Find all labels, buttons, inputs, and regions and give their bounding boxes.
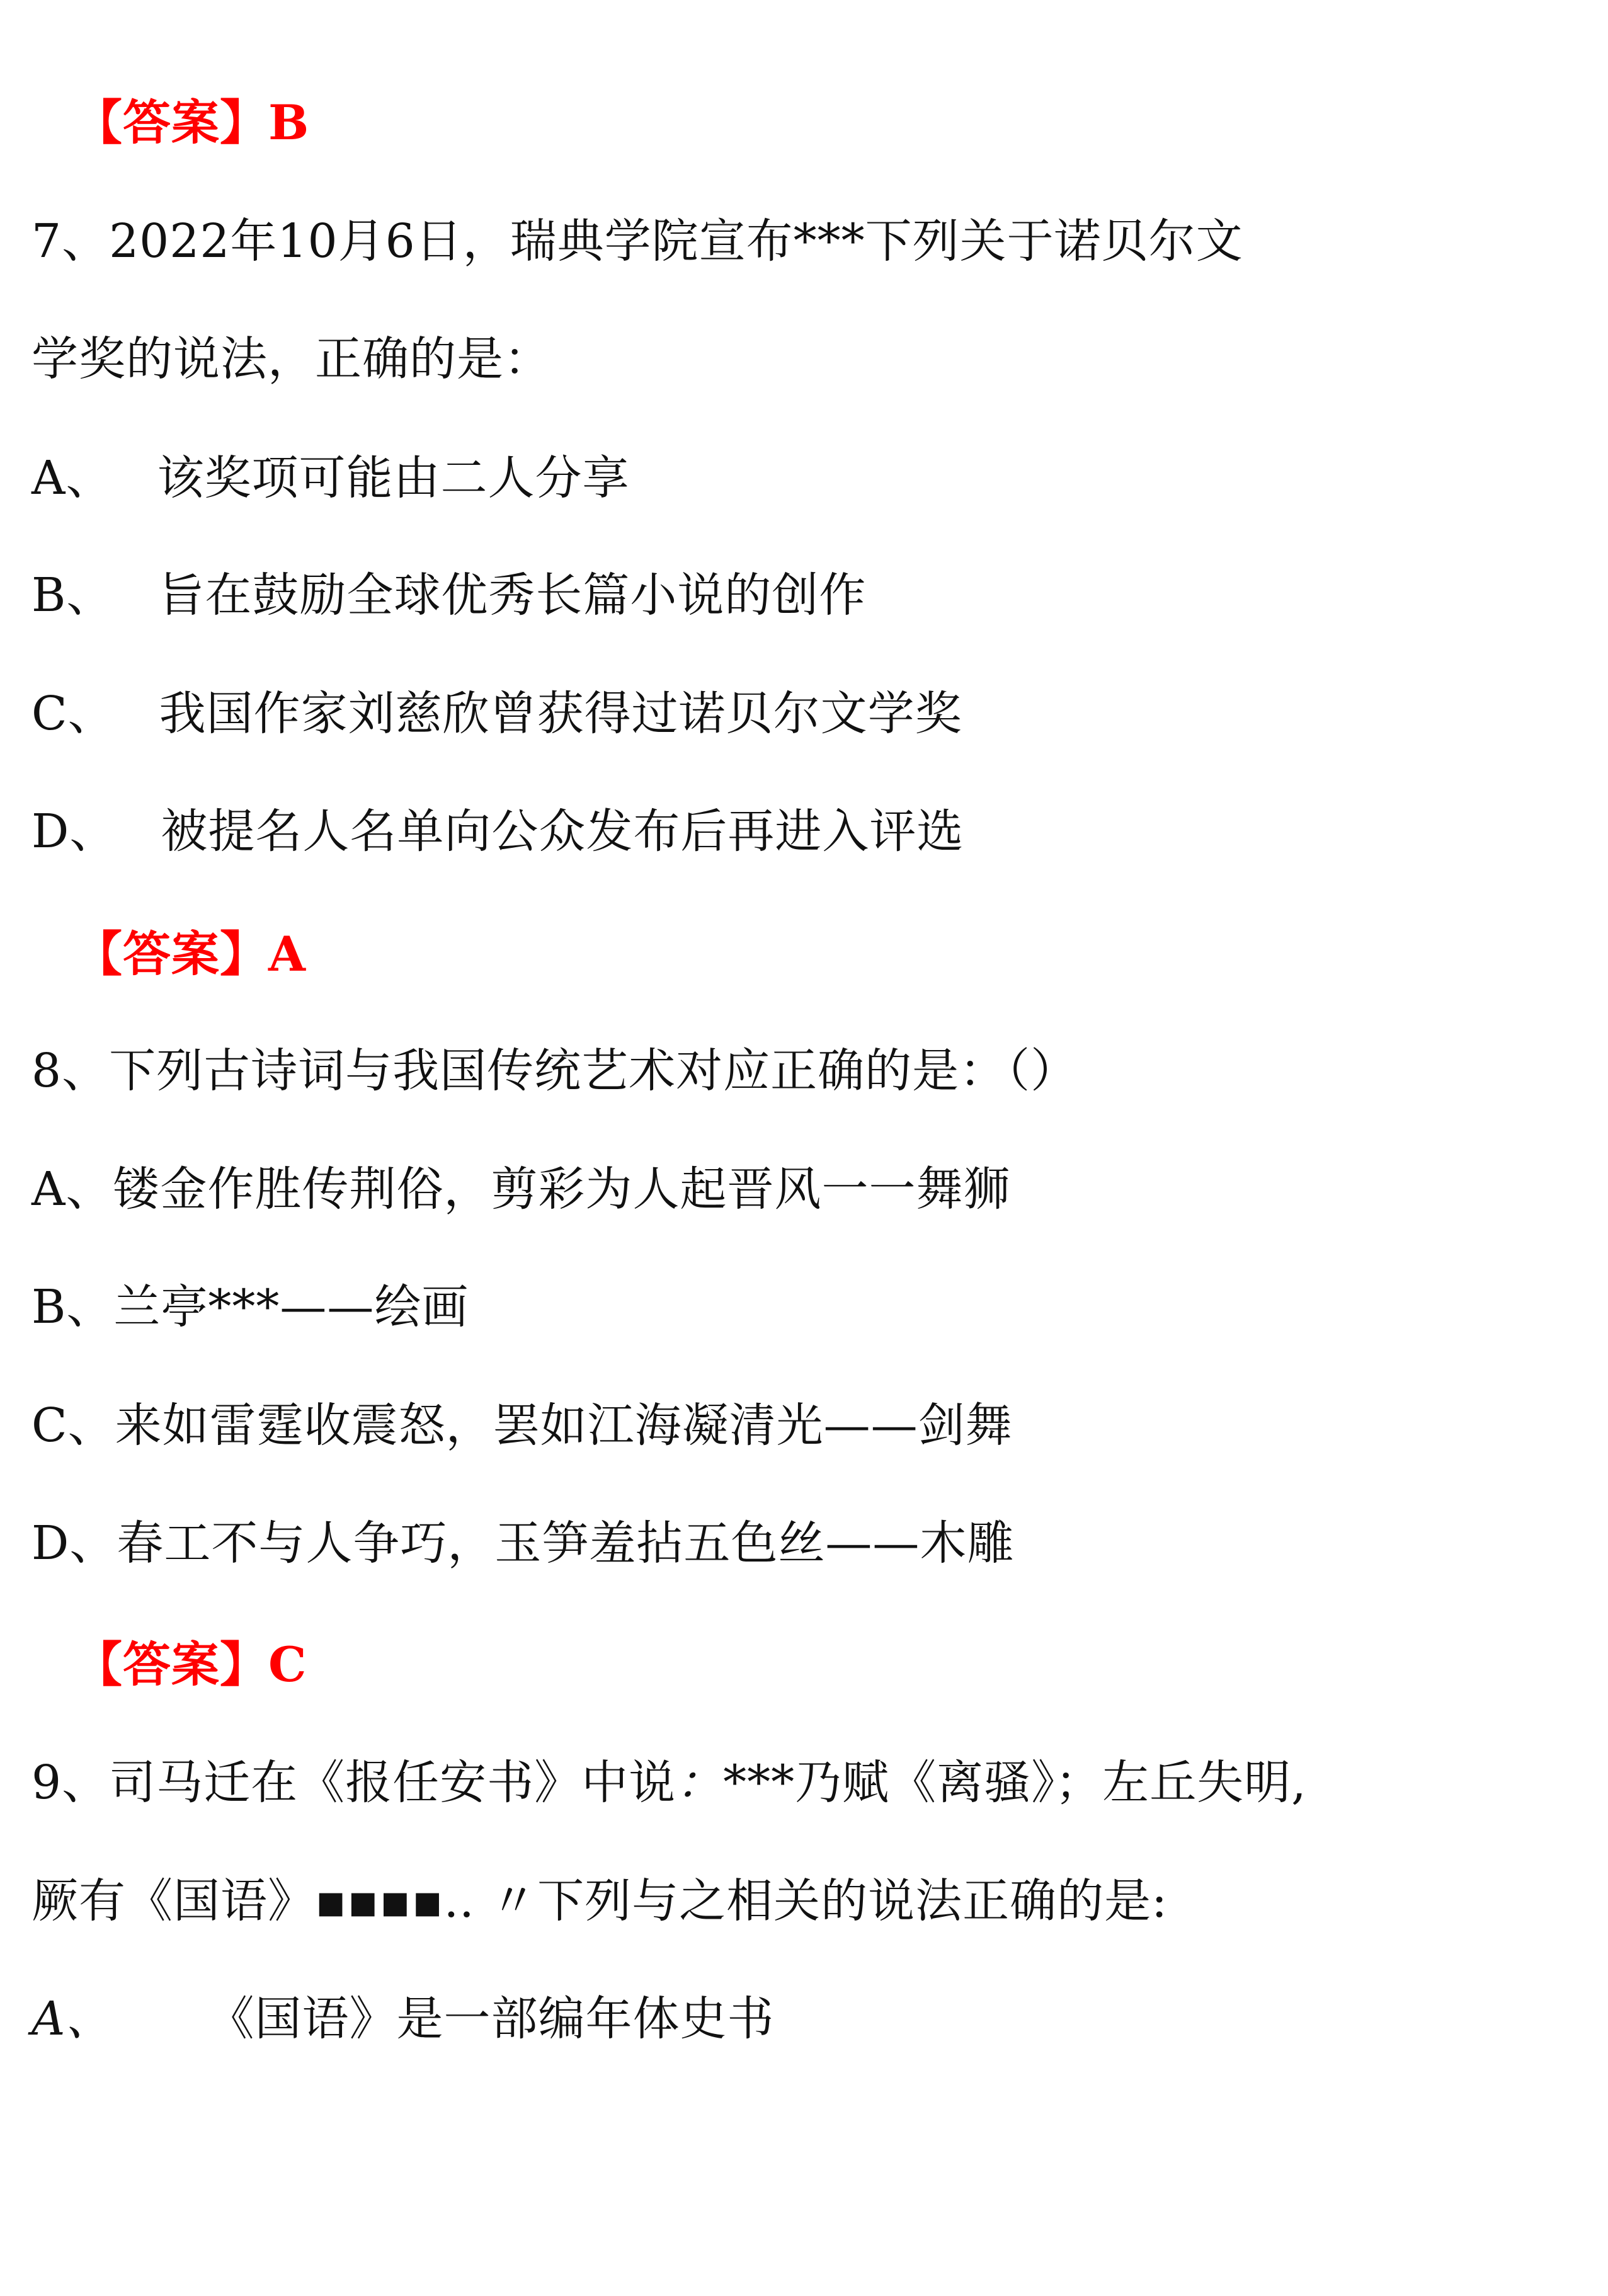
option-text: 被提名人名单向公众发布后再进入评选 [161, 804, 964, 859]
q9-stem-line2: 厥有《国语》▪▪▪▪.. 〃下列与之相关的说法正确的是: [31, 1874, 1168, 1928]
q9-stem-part3: 乃赋《离骚》；左丘失明, [795, 1756, 1307, 1810]
q8-option-d: D、春工不与人争巧，玉笋羞拈五色丝——木雕 [31, 1516, 1015, 1570]
option-label: B、 [31, 568, 114, 622]
q9-stem-part1: 9、司马迁在《报任安书》中说 [31, 1756, 676, 1810]
option-text: 旨在鼓励全球优秀长篇小说的创作 [157, 568, 867, 622]
q7-option-b [31, 567, 866, 624]
q8-option-b: B、兰亭***——绘画 [31, 1280, 469, 1334]
q9-stem-line1 [31, 1754, 1307, 1811]
option-text: 该奖项可能由二人分享 [157, 451, 630, 505]
option-text: 我国作家刘慈欣曾获得过诺贝尔文学奖 [159, 687, 962, 741]
q7-option-d [31, 803, 964, 860]
q9-stem-part2: ：*** [676, 1756, 795, 1810]
option-label: D、 [31, 804, 117, 859]
option-label: A、 [31, 451, 113, 505]
answer-q6: 【答案】B [74, 94, 310, 151]
q7-stem-line1: 7、2022年10月6日，瑞典学院宣布***下列关于诺贝尔文 [31, 214, 1243, 268]
q7-stem-line2: 学奖的说法，正确的是： [31, 332, 551, 386]
option-label: C、 [31, 687, 115, 741]
option-label: A、 [31, 1992, 113, 2046]
q8-option-c: C、来如雷霆收震怒，罢如江海凝清光——剑舞 [31, 1398, 1013, 1453]
q8-option-a: A、镂金作胜传荆俗，剪彩为人起晋风一一舞狮 [31, 1162, 1011, 1216]
q7-option-a [31, 450, 629, 506]
answer-q8: 【答案】C [74, 1636, 307, 1693]
q8-stem: 8、下列古诗词与我国传统艺术对应正确的是：（） [31, 1044, 1078, 1098]
q7-option-c [31, 685, 962, 742]
option-text: 《国语》是一部编年体史书 [207, 1992, 775, 2046]
q9-option-a [31, 1990, 774, 2047]
answer-q7: 【答案】A [74, 926, 306, 982]
